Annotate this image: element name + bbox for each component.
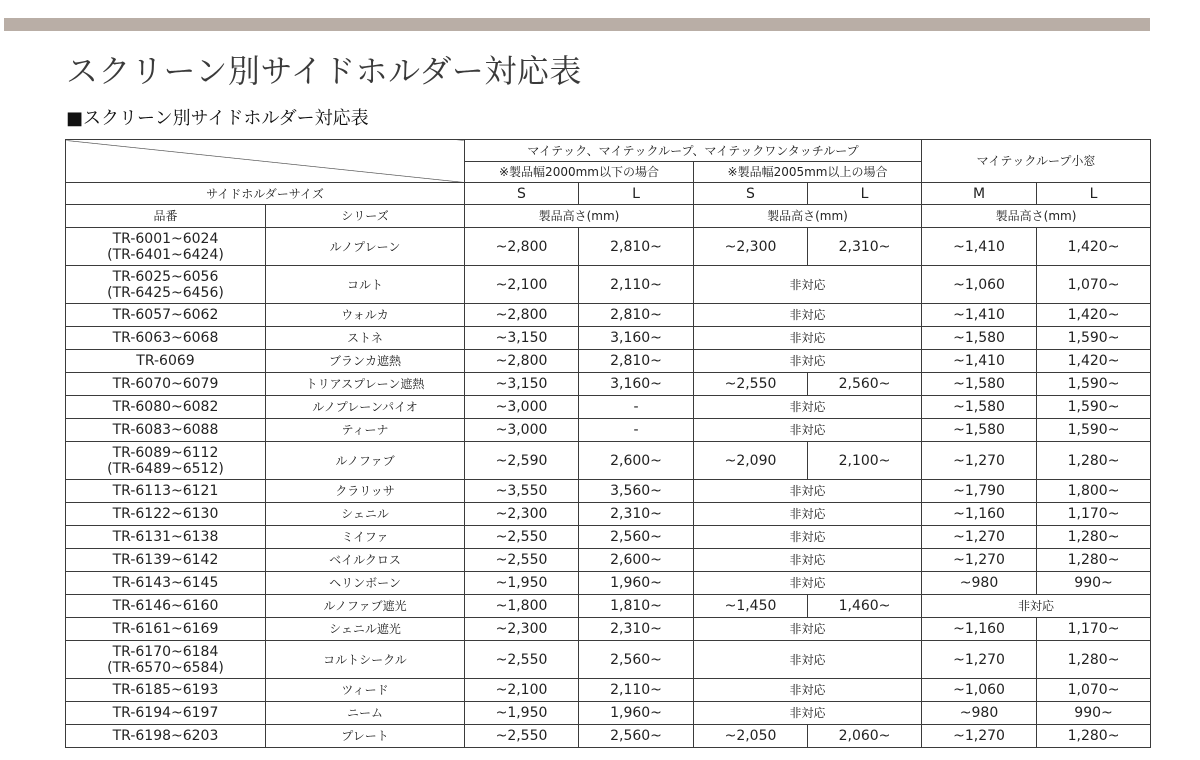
height-s-cell: ~2,800 [465,304,579,327]
product-code-cell: TR-6025~6056 (TR-6425~6456) [66,266,266,304]
not-supported-cell: 非対応 [694,419,922,442]
series-cell: シェニル [266,503,465,526]
height-l-cell: 1,280~ [1037,549,1151,572]
height-m-cell: ~1,270 [922,641,1037,679]
not-supported-cell: 非対応 [694,396,922,419]
table-row [66,503,1151,526]
height-l-cell: 2,310~ [579,503,694,526]
series-cell: ミイファ [266,526,465,549]
product-code-cell: TR-6131~6138 [66,526,266,549]
height-m-cell: ~980 [922,702,1037,725]
height-l-cell: 1,280~ [1037,725,1151,748]
product-code-cell: TR-6185~6193 [66,679,266,702]
product-code-cell: TR-6161~6169 [66,618,266,641]
not-supported-cell: 非対応 [694,304,922,327]
product-code-cell: TR-6139~6142 [66,549,266,572]
height-l-cell: - [579,419,694,442]
height-s-cell: ~2,800 [465,228,579,266]
group-header-mytec: マイテック、マイテックループ、マイテックワンタッチループ [465,140,922,162]
height-l-cell: 2,310~ [808,228,922,266]
height-m-cell: ~1,270 [922,442,1037,480]
not-supported-cell: 非対応 [694,266,922,304]
height-l-cell: 2,600~ [579,442,694,480]
height-s-cell: ~3,150 [465,373,579,396]
size-l-header: L [808,183,922,205]
height-l-cell: 1,420~ [1037,304,1151,327]
table-row [66,480,1151,503]
height-m-cell: ~1,580 [922,327,1037,350]
height-l-cell: 3,560~ [579,480,694,503]
size-l-header: L [1037,183,1151,205]
table-row [66,595,1151,618]
height-l-cell: 1,170~ [1037,503,1151,526]
not-supported-cell: 非対応 [694,618,922,641]
height-s-cell: ~3,000 [465,419,579,442]
not-supported-cell: 非対応 [694,503,922,526]
product-code-cell: TR-6143~6145 [66,572,266,595]
height-s-cell: ~2,100 [465,266,579,304]
series-cell: ニーム [266,702,465,725]
table-row [66,419,1151,442]
height-s-cell: ~2,100 [465,679,579,702]
height-header: 製品高さ(mm) [922,205,1151,228]
height-m-cell: ~1,790 [922,480,1037,503]
height-m-cell: ~1,060 [922,266,1037,304]
product-code-cell: TR-6170~6184 (TR-6570~6584) [66,641,266,679]
series-cell: ルノプレーンパイオ [266,396,465,419]
size-s-header: S [694,183,808,205]
height-s-cell: ~2,550 [465,526,579,549]
height-l-cell: 2,810~ [579,350,694,373]
height-l-cell: 1,170~ [1037,618,1151,641]
product-code-cell: TR-6089~6112 (TR-6489~6512) [66,442,266,480]
product-code-cell: TR-6194~6197 [66,702,266,725]
height-s-cell: ~1,800 [465,595,579,618]
table-row [66,679,1151,702]
height-s-cell: ~1,950 [465,572,579,595]
table-row [66,641,1151,679]
table-row [66,396,1151,419]
height-l-cell: 2,810~ [579,228,694,266]
height-l-cell: 2,110~ [579,679,694,702]
series-cell: ツィード [266,679,465,702]
height-s-cell: ~2,550 [465,725,579,748]
series-cell: ルノプレーン [266,228,465,266]
table-row [66,549,1151,572]
height-m-cell: ~1,580 [922,419,1037,442]
height-s-cell: ~2,300 [465,503,579,526]
height-header: 製品高さ(mm) [694,205,922,228]
not-supported-cell: 非対応 [694,572,922,595]
series-cell: シェニル遮光 [266,618,465,641]
height-m-cell: ~1,270 [922,725,1037,748]
height-l-cell: 2,600~ [579,549,694,572]
group-header-loop-small-window: マイテックループ小窓 [922,140,1151,183]
holder-size-label: サイドホルダーサイズ [66,183,465,205]
product-code-cell: TR-6070~6079 [66,373,266,396]
height-l-cell: 2,560~ [579,725,694,748]
product-code-cell: TR-6113~6121 [66,480,266,503]
height-l-cell: 1,280~ [1037,442,1151,480]
height-l-cell: 2,560~ [808,373,922,396]
height-s-cell: ~2,300 [694,228,808,266]
series-cell: ルノファブ遮光 [266,595,465,618]
height-l-cell: - [579,396,694,419]
series-cell: ティーナ [266,419,465,442]
table-row [66,618,1151,641]
height-l-cell: 1,800~ [1037,480,1151,503]
height-l-cell: 2,810~ [579,304,694,327]
height-l-cell: 1,590~ [1037,396,1151,419]
product-code-cell: TR-6122~6130 [66,503,266,526]
top-divider-bar [4,18,1150,31]
height-s-cell: ~2,550 [465,549,579,572]
height-l-cell: 1,960~ [579,572,694,595]
height-s-cell: ~1,950 [465,702,579,725]
height-m-cell: ~1,160 [922,503,1037,526]
product-code-cell: TR-6069 [66,350,266,373]
height-m-cell: ~1,160 [922,618,1037,641]
height-header: 製品高さ(mm) [465,205,694,228]
table-row [66,228,1151,266]
not-supported-cell: 非対応 [694,641,922,679]
section-title: ■スクリーン別サイドホルダー対応表 [66,108,369,129]
height-l-cell: 1,280~ [1037,641,1151,679]
height-l-cell: 990~ [1037,572,1151,595]
not-supported-cell: 非対応 [694,702,922,725]
height-l-cell: 2,060~ [808,725,922,748]
height-m-cell: ~1,410 [922,228,1037,266]
product-code-cell: TR-6001~6024 (TR-6401~6424) [66,228,266,266]
table-row [66,373,1151,396]
not-supported-cell: 非対応 [694,549,922,572]
diagonal-header-cell [66,140,465,183]
product-code-cell: TR-6080~6082 [66,396,266,419]
series-cell: ベイルクロス [266,549,465,572]
table-row [66,327,1151,350]
series-cell: クラリッサ [266,480,465,503]
series-cell: ヘリンボーン [266,572,465,595]
height-l-cell: 2,310~ [579,618,694,641]
product-code-cell: TR-6083~6088 [66,419,266,442]
not-supported-cell: 非対応 [694,480,922,503]
table-row [66,304,1151,327]
subheader-width-2005-or-more: ※製品幅2005mm以上の場合 [694,162,922,183]
product-code-cell: TR-6198~6203 [66,725,266,748]
height-s-cell: ~3,150 [465,327,579,350]
height-l-cell: 2,560~ [579,526,694,549]
table-row [66,702,1151,725]
series-cell: ルノファブ [266,442,465,480]
series-cell: コルトシークル [266,641,465,679]
side-holder-compatibility-table [65,139,1151,748]
height-l-cell: 3,160~ [579,373,694,396]
series-cell: ウォルカ [266,304,465,327]
height-l-cell: 1,420~ [1037,350,1151,373]
height-s-cell: ~2,800 [465,350,579,373]
table-row [66,266,1151,304]
series-cell: プレート [266,725,465,748]
product-code-header: 品番 [66,205,266,228]
height-s-cell: ~3,000 [465,396,579,419]
height-s-cell: ~2,590 [465,442,579,480]
height-s-cell: ~2,300 [465,618,579,641]
height-m-cell: ~1,580 [922,373,1037,396]
size-m-header: M [922,183,1037,205]
height-l-cell: 1,420~ [1037,228,1151,266]
height-s-cell: ~1,450 [694,595,808,618]
not-supported-cell: 非対応 [694,350,922,373]
table-row [66,572,1151,595]
height-m-cell: ~1,270 [922,549,1037,572]
height-m-cell: ~1,410 [922,350,1037,373]
height-m-cell: ~1,060 [922,679,1037,702]
height-l-cell: 2,100~ [808,442,922,480]
height-l-cell: 3,160~ [579,327,694,350]
table-row [66,442,1151,480]
series-header: シリーズ [266,205,465,228]
not-supported-cell: 非対応 [694,679,922,702]
page-title: スクリーン別サイドホルダー対応表 [66,52,582,90]
height-l-cell: 1,960~ [579,702,694,725]
height-m-cell: ~980 [922,572,1037,595]
series-cell: コルト [266,266,465,304]
height-l-cell: 1,460~ [808,595,922,618]
table-row [66,350,1151,373]
height-l-cell: 1,810~ [579,595,694,618]
height-l-cell: 990~ [1037,702,1151,725]
not-supported-cell: 非対応 [922,595,1151,618]
series-cell: ストネ [266,327,465,350]
height-l-cell: 1,590~ [1037,327,1151,350]
height-s-cell: ~2,090 [694,442,808,480]
table-row [66,725,1151,748]
height-l-cell: 1,590~ [1037,419,1151,442]
subheader-width-2000-or-less: ※製品幅2000mm以下の場合 [465,162,694,183]
height-m-cell: ~1,270 [922,526,1037,549]
height-m-cell: ~1,410 [922,304,1037,327]
height-s-cell: ~2,050 [694,725,808,748]
product-code-cell: TR-6057~6062 [66,304,266,327]
height-l-cell: 1,070~ [1037,679,1151,702]
product-code-cell: TR-6146~6160 [66,595,266,618]
height-s-cell: ~2,550 [465,641,579,679]
height-l-cell: 1,070~ [1037,266,1151,304]
size-l-header: L [579,183,694,205]
height-s-cell: ~3,550 [465,480,579,503]
size-s-header: S [465,183,579,205]
height-s-cell: ~2,550 [694,373,808,396]
height-m-cell: ~1,580 [922,396,1037,419]
not-supported-cell: 非対応 [694,526,922,549]
series-cell: ブランカ遮熱 [266,350,465,373]
product-code-cell: TR-6063~6068 [66,327,266,350]
table-row [66,526,1151,549]
height-l-cell: 1,280~ [1037,526,1151,549]
series-cell: トリアスプレーン遮熱 [266,373,465,396]
height-l-cell: 2,110~ [579,266,694,304]
height-l-cell: 1,590~ [1037,373,1151,396]
not-supported-cell: 非対応 [694,327,922,350]
height-l-cell: 2,560~ [579,641,694,679]
